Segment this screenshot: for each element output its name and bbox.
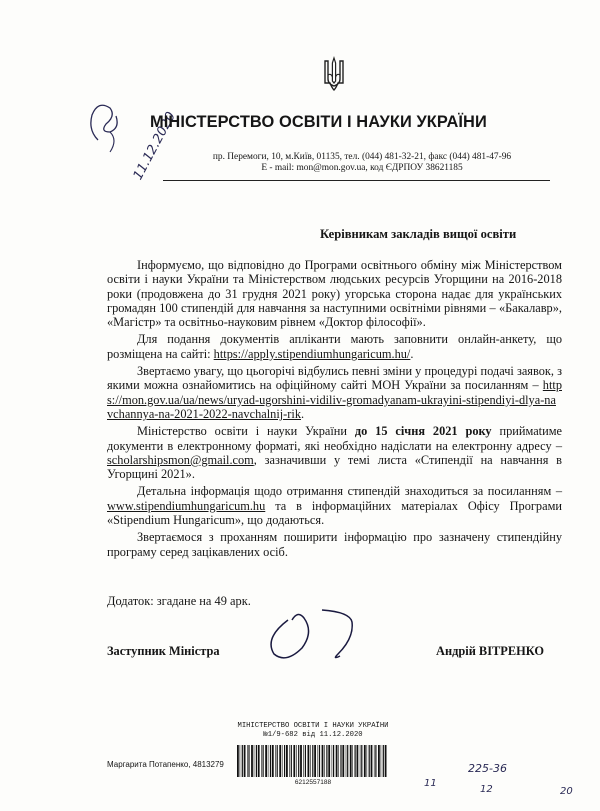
paragraph-4-c: , зазначивши у темі листа «Стипендії на навчання в Угорщині 2021». [107, 452, 562, 482]
attachment-note: Додаток: згадане на 49 арк. [107, 594, 251, 608]
address-line: пр. Перемоги, 10, м.Київ, 01135, тел. (044) 481-32-21, факс (044) 481-47-96 [212, 152, 512, 162]
paragraph-3 [107, 364, 562, 421]
handwritten-code: 225-36 [468, 762, 507, 775]
registration-barcode [236, 745, 390, 777]
apply-link[interactable]: https://apply.stipendiumhungaricum.hu/ [213, 346, 411, 361]
stipendium-link[interactable]: www.stipendiumhungaricum.hu [107, 498, 266, 513]
paragraph-5-b: та в інформаційних матеріалах Офісу Програми «Stipendium Hungaricum», що додаються. [107, 498, 562, 528]
paragraph-4-b: приймаtиме документи в електронному форматі, які необхідно надіслати на електронну адресу – [107, 424, 562, 453]
handwritten-mark-1: 11 [424, 778, 437, 789]
addressee: Керівникам закладів вищої освіти [320, 227, 517, 241]
registration-number: №1/9-682 від 11.12.2020 [263, 731, 363, 739]
barcode-number: 6212557188 [294, 779, 332, 786]
registration-stamp [228, 722, 398, 740]
paragraph-2-text: Для подання документів апліканти мають заповнити онлайн-анкету, що розміщена на сайті: [107, 332, 562, 361]
scholarship-email-link[interactable]: scholarshipsmon@gmail.com [107, 452, 254, 467]
executor-info: Маргарита Потапенко, 4813279 [107, 760, 224, 769]
paragraph-6: Звертаємося з проханням поширити інформацію про зазначену стипендійну програму серед зацікавлених осіб. [107, 530, 562, 559]
signatory-name: Андрій ВІТРЕНКО [436, 644, 545, 658]
handwritten-mark-2: 12 [480, 784, 493, 795]
paragraph-3-end: . [301, 406, 305, 421]
trident-emblem-icon [322, 57, 346, 91]
incoming-stamp-date: 11.12.2020 [130, 109, 179, 183]
paragraph-5-a: Детальна інформація щодо отримання стипендій знаходиться за посиланням – [137, 484, 562, 499]
handwritten-signature [258, 598, 388, 668]
mon-news-link[interactable]: https://mon.gov.ua/ua/news/uryad-ugorshini-vidiliv-gromadyanam-ukrayini-stipendiyi-dlya-navchannya-na-2021-2022-navchalnij-rik [107, 378, 562, 421]
paragraph-1: Інформуємо, що відповідно до Програми освітнього обміну між Міністерством освіти і науки України та Міністерством людських ресурсів Угорщини на 2016-2018 роки (продовжена до 31 грудня 2021 року) угорська сторона надає для українських громадян 100 стипендій для навчання за наступними освітніми рівнями – «Бакалавр», «Магістр» та освітньо-науковим рівнем «Доктор філософії». [107, 258, 562, 330]
letter-body [107, 258, 562, 562]
handwritten-notes [420, 758, 580, 803]
paragraph-2 [107, 332, 562, 361]
paragraph-4-a: Міністерство освіти і науки України [137, 424, 355, 439]
deadline-date: до 15 січня 2021 року [354, 424, 492, 439]
paragraph-3-text: Звертаємо увагу, що цьогорічі відбулись певні зміни у процедурі подачі заявок, з якими можна ознайомитись на офіційному сайті МОН України за посиланням – [107, 364, 562, 393]
email-line: E - mail: mon@mon.gov.ua, код ЄДРПОУ 38621185 [261, 163, 463, 173]
signatory-position: Заступник Міністра [107, 644, 220, 658]
ministry-title: МІНІСТЕРСТВО ОСВІТИ І НАУКИ УКРАЇНИ [150, 113, 487, 131]
paragraph-2-end: . [410, 346, 414, 361]
contact-block [172, 152, 552, 174]
header-divider [163, 180, 550, 181]
registration-ministry: МІНІСТЕРСТВО ОСВІТИ І НАУКИ УКРАЇНИ [237, 722, 389, 730]
paragraph-4 [107, 424, 562, 481]
handwritten-mark-3: 20 [560, 786, 573, 797]
paragraph-5 [107, 484, 562, 527]
